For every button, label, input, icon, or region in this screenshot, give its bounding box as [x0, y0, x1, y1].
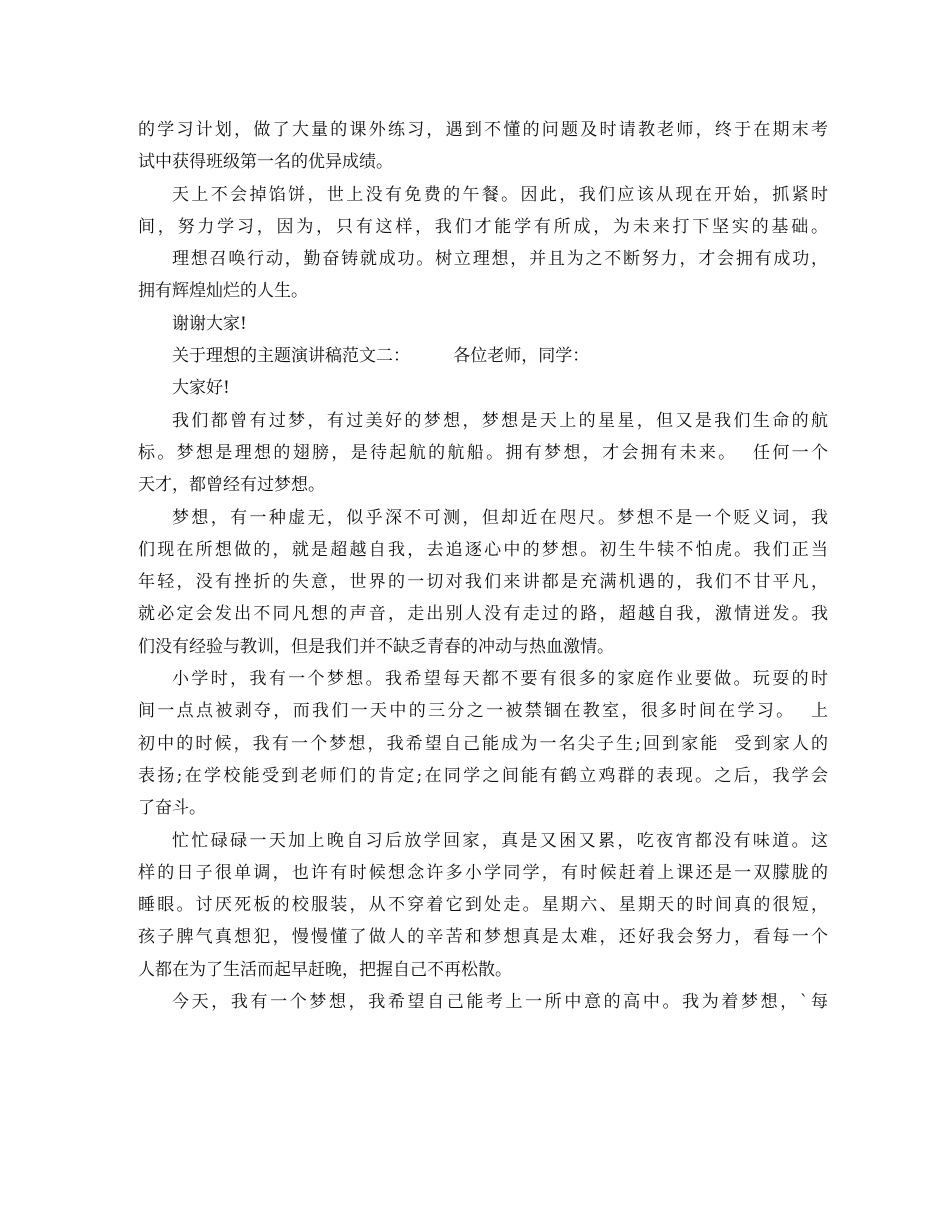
text-line: 理想召唤行动，勤奋铸就成功。树立理想，并且为之不断努力，才会拥有成功，: [172, 249, 828, 270]
text-line: 们没有经验与教训，但是我们并不缺乏青春的冲动与热血激情。: [138, 636, 614, 657]
text-line: 了奋斗。: [138, 798, 206, 819]
text-line: 表扬;在学校能受到老师们的肯定;在同学之间能有鹤立鸡群的表现。之后，我学会: [138, 765, 828, 786]
text-line: 间，努力学习，因为，只有这样，我们才能学有所成，为未来打下坚实的基础。: [138, 216, 828, 237]
text-line: 人都在为了生活而起早赶晚，把握自己不再松散。: [138, 959, 512, 980]
text-line: 年轻，没有挫折的失意，世界的一切对我们来讲都是充满机遇的，我们不甘平凡，: [138, 572, 828, 593]
text-line: 的学习计划，做了大量的课外练习，遇到不懂的问题及时请教老师，终于在期末考: [138, 120, 828, 140]
text-line: 小学时，我有一个梦想。我希望每天都不要有很多的家庭作业要做。玩耍的时: [172, 669, 828, 690]
text-line: 们现在所想做的，就是超越自我，去追逐心中的梦想。初生牛犊不怕虎。我们正当: [138, 539, 828, 560]
text-line: 天上不会掉馅饼，世上没有免费的午餐。因此，我们应该从现在开始，抓紧时: [172, 184, 828, 205]
text-line: 今天，我有一个梦想，我希望自己能考上一所中意的高中。我为着梦想，`每: [172, 992, 828, 1013]
text-line: 梦想，有一种虚无，似乎深不可测，但却近在咫尺。梦想不是一个贬义词，我: [172, 507, 828, 528]
text-line: 天才，都曾经有过梦想。: [138, 475, 325, 496]
text-line: 试中获得班级第一名的优异成绩。: [138, 152, 393, 173]
text-line: 间一点点被剥夺，而我们一天中的三分之一被禁锢在教室，很多时间在学习。 上: [138, 701, 828, 722]
text-line: 大家好!: [172, 378, 230, 399]
text-line: 我们都曾有过梦，有过美好的梦想，梦想是天上的星星，但又是我们生命的航: [172, 410, 828, 431]
text-line: 标。梦想是理想的翅膀，是待起航的航船。拥有梦想，才会拥有未来。 任何一个: [138, 442, 828, 463]
text-line: 忙忙碌碌一天加上晚自习后放学回家，真是又困又累，吃夜宵都没有味道。这: [172, 830, 828, 851]
document-body: [138, 114, 828, 1018]
text-line: 睡眼。讨厌死板的校服装，从不穿着它到处走。星期六、星期天的时间真的很短，: [138, 895, 828, 916]
text-line: 孩子脾气真想犯，慢慢懂了做人的辛苦和梦想真是太难，还好我会努力，看每一个: [138, 927, 828, 948]
text-line: 样的日子很单调，也许有时候想念许多小学同学，有时候赶着上课还是一双朦胧的: [138, 862, 828, 883]
text-line: 谢谢大家!: [172, 313, 247, 334]
text-line: 关于理想的主题演讲稿范文二： 各位老师，同学：: [172, 346, 590, 367]
text-line: 就必定会发出不同凡想的声音，走出别人没有走过的路，超越自我，激情迸发。我: [138, 604, 828, 625]
text-line: 拥有辉煌灿烂的人生。: [138, 281, 308, 302]
text-line: 初中的时候，我有一个梦想，我希望自己能成为一名尖子生;回到家能 受到家人的: [138, 733, 828, 754]
